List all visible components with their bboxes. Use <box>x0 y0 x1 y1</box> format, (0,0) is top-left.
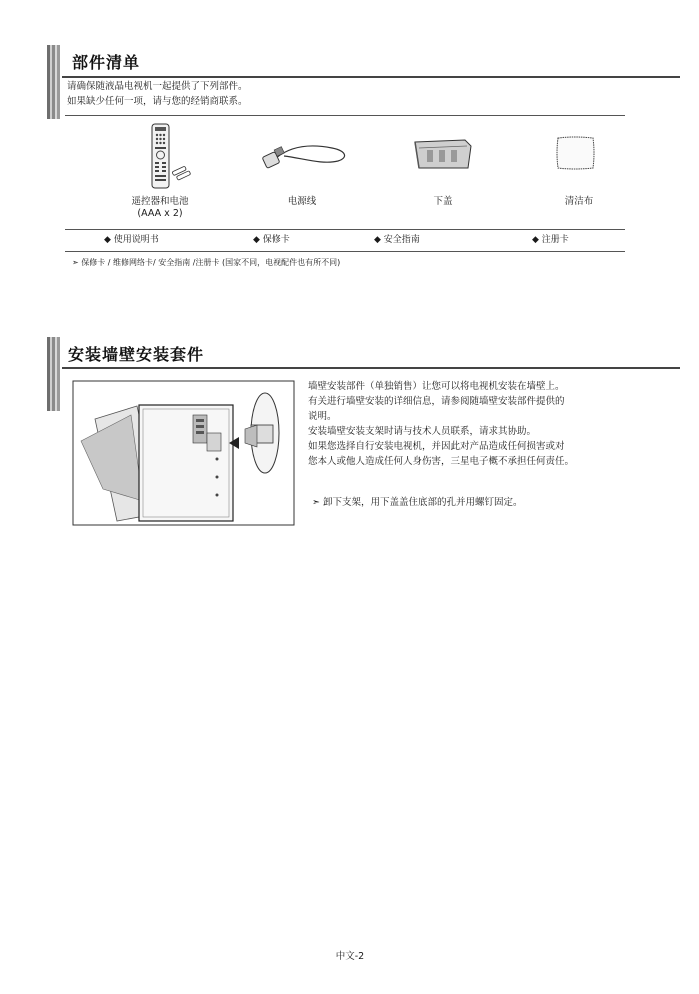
wall-mount-note <box>312 496 523 511</box>
part-label: 下盖 <box>433 196 453 207</box>
bullet-diamond-icon: ◆ <box>374 235 381 245</box>
doc-label: 安全指南 <box>383 235 420 245</box>
parts-note <box>72 257 340 268</box>
note-arrow-icon: ➣ <box>312 497 320 508</box>
wall-mount-line-1: 墙壁安装部件（单独销售）让您可以将电视机安装在墙壁上。 <box>308 381 565 392</box>
parts-top-rule <box>65 115 625 116</box>
doc-label: 保修卡 <box>262 235 290 245</box>
doc-item-safety <box>374 234 420 246</box>
part-caption-bottom-cover <box>383 196 503 208</box>
part-label: 清洁布 <box>564 196 594 207</box>
remote-control-icon <box>148 124 198 190</box>
section-title-parts: 部件清单 <box>72 53 141 72</box>
page-number: 中文-2 <box>335 951 365 962</box>
section-marker-bar <box>47 45 60 119</box>
bullet-diamond-icon: ◆ <box>532 235 539 245</box>
section-title-wall-mount: 安装墙壁安装套件 <box>68 345 205 364</box>
note-arrow-icon: ➣ <box>72 258 79 267</box>
note-text: 卸下支架，用下盖盖住底部的孔并用螺钉固定。 <box>323 497 523 508</box>
part-label: 遥控器和电池 <box>131 196 189 207</box>
part-caption-remote <box>100 196 220 220</box>
part-sublabel: (AAA x 2) <box>137 208 183 219</box>
wall-mount-line-3: 说明。 <box>308 411 337 422</box>
bullet-diamond-icon: ◆ <box>253 235 260 245</box>
section-title-rule <box>62 76 680 78</box>
section-title-rule <box>62 367 680 369</box>
part-caption-power-cord <box>242 196 362 208</box>
bottom-cover-icon <box>413 134 473 174</box>
power-cord-icon <box>262 140 352 180</box>
note-text: 保修卡 / 维修网络卡/ 安全指南 /注册卡 (国家不同，电视配件也有所不同) <box>81 258 341 267</box>
wall-mount-line-5: 如果您选择自行安装电视机，并因此对产品造成任何损害或对 <box>308 441 565 452</box>
doc-label: 注册卡 <box>541 235 569 245</box>
parts-bottom-rule <box>65 251 625 252</box>
doc-label: 使用说明书 <box>113 235 159 245</box>
doc-item-manual <box>104 234 159 246</box>
intro-line-1: 请确保随液晶电视机一起提供了下列部件。 <box>67 81 248 92</box>
part-label: 电源线 <box>287 196 317 207</box>
wall-mount-line-4: 安装墙壁安装支架时请与技术人员联系，请求其协助。 <box>308 426 537 437</box>
doc-item-registration <box>532 234 569 246</box>
wall-mount-line-6: 您本人或他人造成任何人身伤害，三星电子概不承担任何责任。 <box>308 456 575 467</box>
part-caption-cloth <box>519 196 639 208</box>
wall-mount-line-2: 有关进行墙壁安装的详细信息，请参阅随墙壁安装部件提供的 <box>308 396 565 407</box>
doc-item-warranty <box>253 234 290 246</box>
wall-mount-illustration <box>73 381 295 526</box>
intro-line-2: 如果缺少任何一项，请与您的经销商联系。 <box>67 96 248 107</box>
bullet-diamond-icon: ◆ <box>104 235 111 245</box>
parts-mid-rule <box>65 229 625 230</box>
section-marker-bar <box>47 337 60 411</box>
cleaning-cloth-icon <box>555 135 597 171</box>
